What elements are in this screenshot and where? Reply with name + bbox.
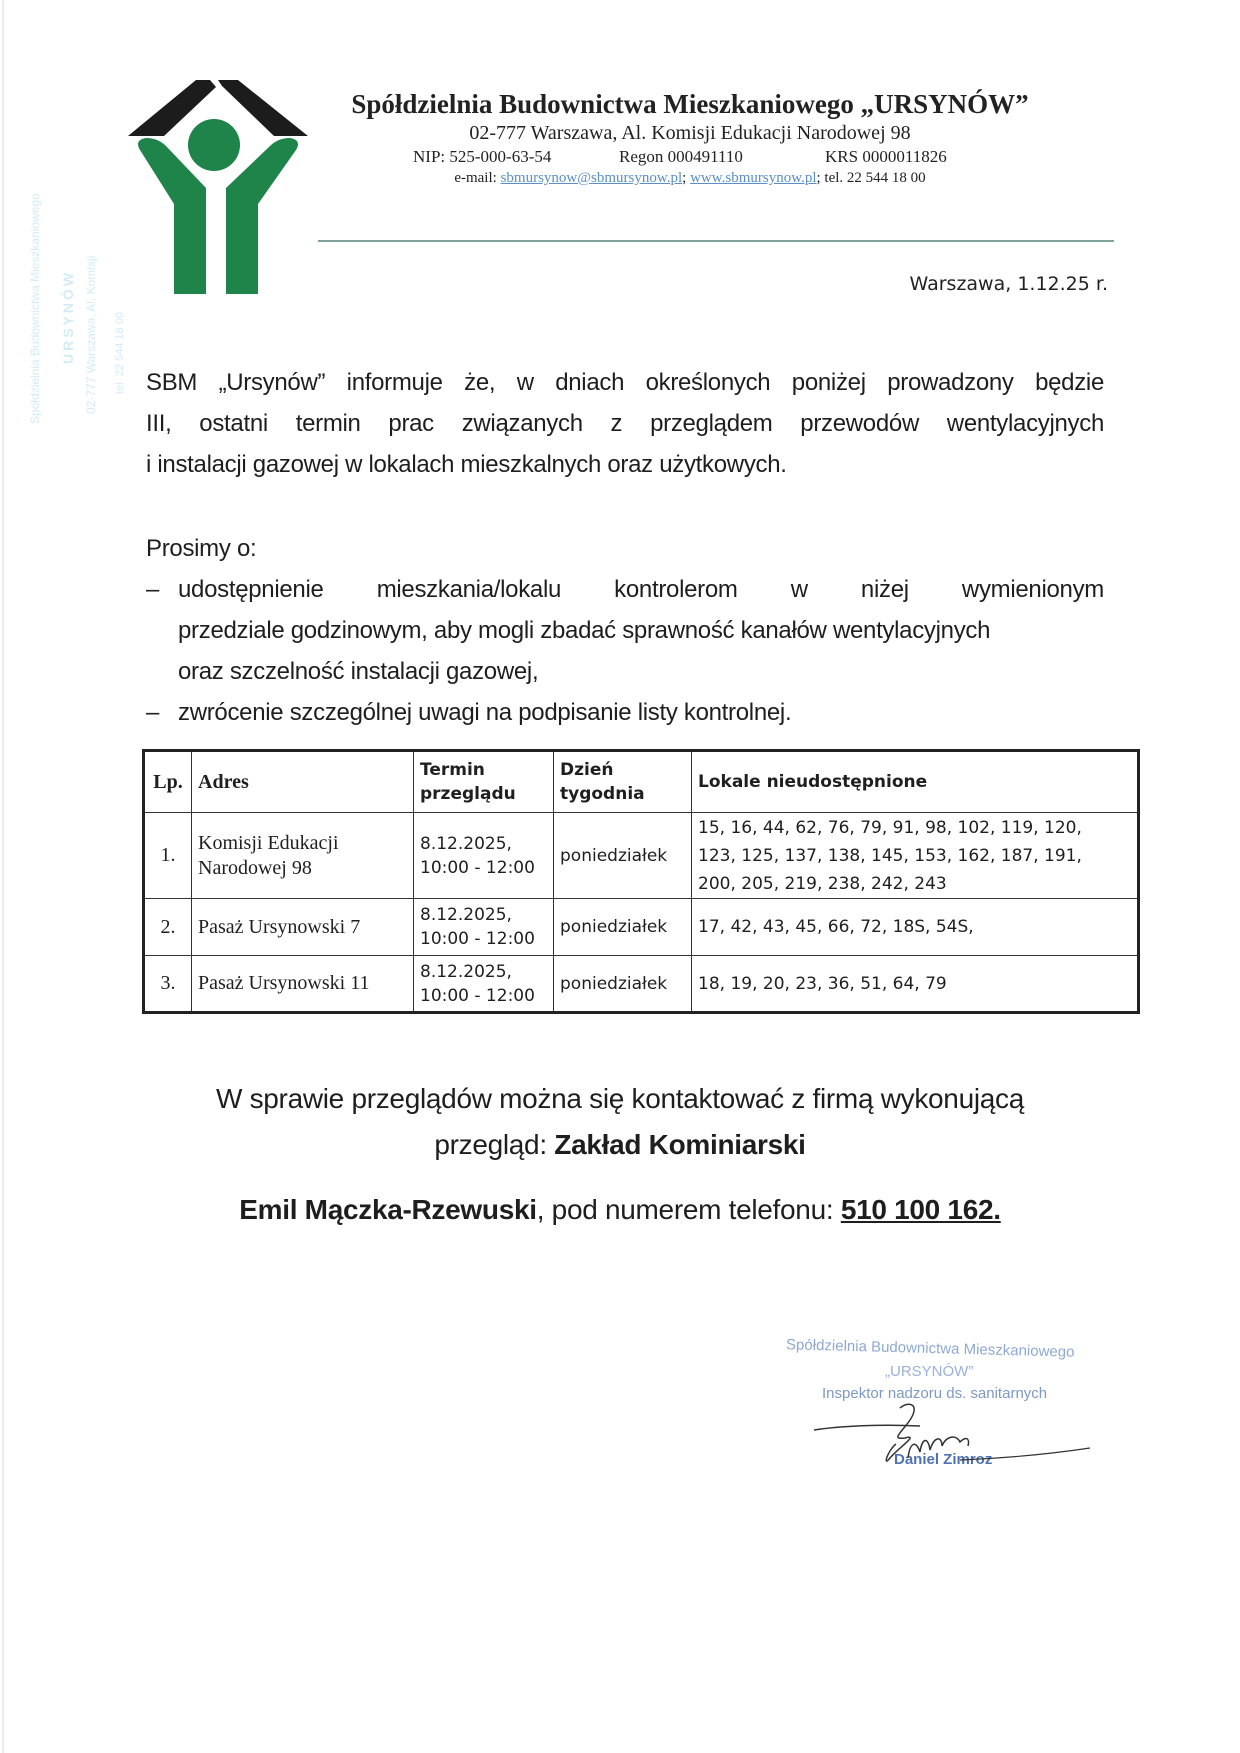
units-line: 15, 16, 44, 62, 76, 79, 91, 98, 102, 119, 120,	[698, 817, 1082, 838]
cell-day: poniedziałek	[554, 956, 692, 1013]
contact-person: Emil Mączka-Rzewuski	[239, 1194, 537, 1225]
company-name: Zakład Kominiarski	[554, 1129, 806, 1160]
organization-contact	[300, 168, 1080, 188]
organization-name: Spółdzielnia Budownictwa Mieszkaniowego „URSYNÓW”	[351, 89, 1029, 119]
term-date: 8.12.2025,	[420, 905, 512, 925]
watermark-line: URSYNÓW	[60, 269, 76, 364]
stamp-name: Daniel Zimroz	[894, 1451, 993, 1468]
watermark-line: 02-777 Warszawa, Al. Komisji	[84, 255, 98, 414]
request-item	[146, 569, 1104, 692]
term-time: 10:00 - 12:00	[420, 985, 535, 1006]
cell-address	[192, 813, 414, 899]
cell-lp: 1.	[144, 813, 192, 899]
krs-number: KRS 0000011826	[825, 147, 947, 166]
stamp-organization: Spółdzielnia Budownictwa Mieszkaniowego	[785, 1336, 1075, 1361]
page-edge	[2, 0, 4, 1753]
term-date: 8.12.2025,	[420, 961, 512, 982]
header-day-line: Dzień	[560, 760, 614, 780]
contact-line: W sprawie przeglądów można się kontaktować z firmą wykonującą	[215, 1083, 1025, 1114]
header-units: Lokale nieudostępnione	[692, 751, 1139, 813]
request-line: oraz szczelność instalacji gazowej,	[178, 658, 539, 685]
cell-term	[414, 813, 554, 899]
units-line: 123, 125, 137, 138, 145, 153, 162, 187, 191,	[698, 845, 1082, 866]
header-term-line: przeglądu	[420, 784, 516, 804]
letterhead	[300, 88, 1080, 188]
request-line: udostępnienie mieszkania/lokalu kontrolerom w niżej wymienionym	[178, 576, 1104, 603]
watermark-stamp	[22, 104, 132, 424]
request-line: zwrócenie szczególnej uwagi na podpisanie listy kontrolnej.	[178, 699, 792, 726]
cell-day: poniedziałek	[554, 813, 692, 899]
header-address: Adres	[192, 751, 414, 813]
dash-bullet: –	[146, 699, 160, 726]
table-row	[144, 813, 1139, 899]
intro-line: i instalacji gazowej w lokalach mieszkalnych oraz użytkowych.	[146, 451, 787, 478]
address-line: Komisji Edukacji	[198, 831, 339, 854]
phone-text: ; tel. 22 544 18 00	[816, 170, 926, 186]
document-date: Warszawa, 1.12.25 r.	[909, 273, 1108, 295]
table-header-row	[144, 751, 1139, 813]
intro-line: SBM „Ursynów” informuje że, w dniach określonych poniżej prowadzony będzie	[146, 369, 1104, 396]
header-day-line: tygodnia	[560, 784, 645, 804]
units-line: 200, 205, 219, 238, 242, 243	[698, 873, 947, 894]
request-line: przedziale godzinowym, aby mogli zbadać sprawność kanałów wentylacyjnych	[178, 617, 991, 644]
handwritten-signature-icon	[770, 1330, 1140, 1490]
cell-units	[692, 813, 1139, 899]
intro-line: III, ostatni termin prac związanych z przeglądem przewodów wentylacyjnych	[146, 410, 1104, 437]
email-link[interactable]: sbmursynow@sbmursynow.pl	[500, 170, 683, 186]
contact-phone[interactable]: 510 100 162.	[840, 1194, 1001, 1225]
cell-term	[414, 899, 554, 956]
requests-section	[146, 528, 1104, 733]
nip-number: NIP: 525-000-63-54	[413, 147, 552, 166]
dash-bullet: –	[146, 576, 160, 603]
stamp-position: Inspektor nadzoru ds. sanitarnych	[822, 1385, 1048, 1402]
header-divider	[318, 240, 1114, 242]
cell-units: 18, 19, 20, 23, 36, 51, 64, 79	[692, 956, 1139, 1013]
phone-prefix: , pod numerem telefonu:	[536, 1194, 841, 1225]
sbm-ursynow-logo-icon	[128, 80, 308, 294]
cell-lp: 3.	[144, 956, 192, 1013]
requests-heading: Prosimy o:	[146, 535, 257, 562]
table-row	[144, 956, 1139, 1013]
intro-paragraph	[146, 362, 1104, 485]
contact-prefix: przegląd:	[434, 1129, 555, 1160]
contact-person-line	[140, 1190, 1100, 1230]
organization-address: 02-777 Warszawa, Al. Komisji Edukacji Narodowej 98	[469, 122, 911, 144]
cell-address: Pasaż Ursynowski 7	[192, 899, 414, 956]
logo-head	[188, 119, 240, 171]
cell-units: 17, 42, 43, 45, 66, 72, 18S, 54S,	[692, 899, 1139, 956]
watermark-line: tel. 22 544 18 00	[114, 312, 126, 394]
inspection-schedule-table	[142, 749, 1140, 1014]
separator: ;	[682, 170, 691, 186]
header-term-line: Termin	[420, 760, 485, 780]
logo-right-arm	[226, 138, 298, 294]
header-day	[554, 751, 692, 813]
term-date: 8.12.2025,	[420, 833, 512, 854]
table-row	[144, 899, 1139, 956]
address-line: Narodowej 98	[198, 856, 312, 879]
signature-stamp	[770, 1330, 1140, 1490]
cell-day: poniedziałek	[554, 899, 692, 956]
contact-section	[140, 1076, 1100, 1230]
watermark-line: Spółdzielnia Budownictwa Mieszkaniowego	[28, 193, 42, 424]
contact-paragraph	[140, 1076, 1100, 1168]
stamp-organization-short: „URSYNÓW”	[885, 1363, 974, 1380]
regon-number: Regon 000491110	[619, 147, 743, 166]
term-time: 10:00 - 12:00	[420, 857, 535, 878]
website-link[interactable]: www.sbmursynow.pl	[690, 170, 817, 186]
email-label: e-mail:	[454, 170, 501, 186]
organization-ids	[300, 146, 1080, 168]
cell-address: Pasaż Ursynowski 11	[192, 956, 414, 1013]
header-term	[414, 751, 554, 813]
cell-lp: 2.	[144, 899, 192, 956]
cell-term	[414, 956, 554, 1013]
request-item	[146, 692, 1104, 733]
term-time: 10:00 - 12:00	[420, 929, 535, 949]
contact-line	[140, 1122, 1100, 1168]
header-lp: Lp.	[144, 751, 192, 813]
